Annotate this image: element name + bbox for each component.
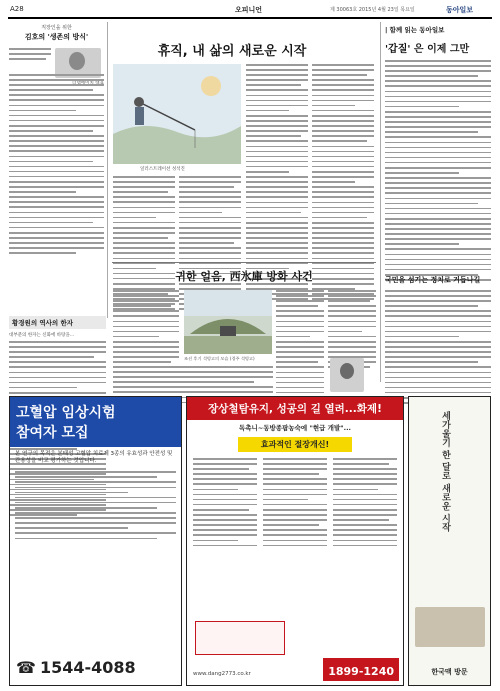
lower-feature-text-col4 xyxy=(328,290,376,368)
column-divider xyxy=(107,22,108,318)
health-ad-url[interactable]: www.dang2773.co.kr xyxy=(193,671,251,677)
right-column-body xyxy=(385,60,491,281)
history-column-title: 황경원의 역사의 한자 xyxy=(9,316,106,329)
feature-text-col3 xyxy=(246,64,308,300)
clinical-ad-header xyxy=(10,397,181,447)
ice-storage-photo xyxy=(184,290,272,354)
health-ad-phone: 1899-1240 xyxy=(328,665,394,678)
health-ad-badge: 효과적인 절장개신! xyxy=(238,437,352,452)
clinical-ad-phone: 1544-4088 xyxy=(39,658,136,677)
lower-feature-text-col3 xyxy=(276,290,324,393)
left-column-body xyxy=(9,74,104,254)
ice-storage-caption: 조선 후기 석빙고의 모습 (경주 석빙고) xyxy=(184,356,255,361)
right-column-title: '갑질' 은 이제 그만 xyxy=(385,44,470,55)
health-ad-headline: 장상철탐유지, 성공의 길 열려...화제! xyxy=(208,403,382,415)
feature-title: 휴직, 내 삶의 새로운 시작 xyxy=(157,44,307,59)
column-title: 김호의 '생존의 방식' xyxy=(24,33,89,41)
vertical-ad xyxy=(408,396,491,686)
writer-photo xyxy=(330,358,364,392)
lower-feature-title: 귀한 얼음, 西氷庫 방화 사건 xyxy=(175,270,313,283)
right-lower-body xyxy=(385,290,491,404)
health-ad-body xyxy=(187,454,403,550)
issue-date: 제 30063호 2015년 4월 23일 목요일 xyxy=(330,7,415,13)
history-column-subtitle: 대부분의 한자는 신화에 바탕을... xyxy=(9,333,75,338)
health-ad-subhead: 독촉니~동방종팜농숙에 "현급 개발"... xyxy=(238,424,352,432)
phone-icon: ☎ xyxy=(16,658,36,677)
health-product-ad xyxy=(186,396,404,686)
right-lower-title: 국민을 섬기는 정치로 거듭나길 xyxy=(385,276,481,284)
vertical-ad-text: 세가울기 한 달로 새로운 시작 xyxy=(440,411,450,532)
vertical-ad-bottom: 한국맥 방문 xyxy=(431,668,468,676)
section-name: 오피니언 xyxy=(235,6,263,14)
clinical-ad-subhead: 참여자 모집 xyxy=(16,425,89,441)
paper-name: 동아일보 xyxy=(446,6,474,14)
right-column-kicker: | 함께 읽는 동아일보 xyxy=(385,26,445,34)
column-kicker: 직장인을 위한 xyxy=(41,25,72,31)
clinical-trial-ad xyxy=(9,396,182,686)
clinical-ad-details xyxy=(10,469,181,541)
feature-photo-caption: 일러스트레이션 성석진 xyxy=(140,167,185,172)
page-number: A28 xyxy=(10,5,24,13)
feature-illustration xyxy=(113,64,241,164)
clinical-ad-headline: 고혈압 임상시험 xyxy=(16,405,116,421)
vertical-ad-image xyxy=(415,607,485,647)
clinical-ad-tagline: 본 연구의 목적은 본태성 고혈압 치료제 3종의 유효성과 안전성 및 관용성을 비교 평가하는 것입니다. xyxy=(15,451,173,465)
health-ad-product-box xyxy=(195,621,285,655)
health-ad-phone-box xyxy=(323,658,399,681)
right-column-divider xyxy=(380,22,381,382)
feature-text-col4 xyxy=(312,64,374,300)
health-ad-header xyxy=(187,397,403,420)
header-rule xyxy=(8,17,492,19)
lower-feature-rule xyxy=(112,262,376,263)
clinical-ad-phone-row xyxy=(16,658,136,677)
